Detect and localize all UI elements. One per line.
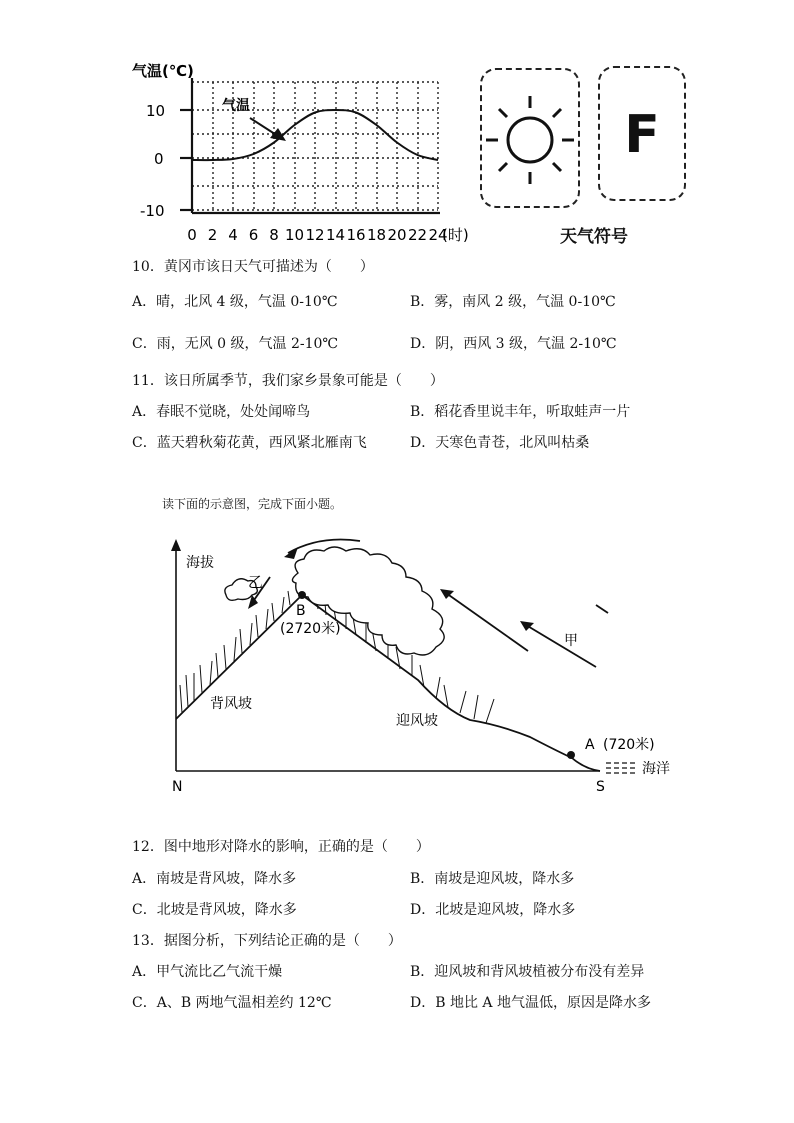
q12-option-b[interactable]: B．南坡是迎风坡，降水多 <box>410 871 575 887</box>
x-tick-labels <box>187 226 447 244</box>
q10-option-c[interactable]: C．雨，无风 0 级，气温 2-10℃ <box>132 336 339 352</box>
q12-option-d[interactable]: D．北坡是迎风坡，降水多 <box>410 902 576 918</box>
chart-ylabel: 气温(℃) <box>132 62 194 80</box>
leeward-vegetation <box>180 591 290 713</box>
weather-letter: F <box>624 105 660 165</box>
point-a-elevation: (720米) <box>603 737 655 753</box>
q13-stem: 13．据图分析，下列结论正确的是（ ） <box>132 933 402 949</box>
x-tick-label: 0 <box>187 226 197 244</box>
point-b-marker <box>298 591 306 599</box>
letter-symbol-box <box>598 66 686 201</box>
q10-option-d[interactable]: D．阴，西风 3 级，气温 2-10℃ <box>410 336 617 352</box>
label-yi: 乙 <box>248 573 264 591</box>
temperature-chart <box>130 58 475 248</box>
x-tick-label: 22 <box>407 226 428 244</box>
x-unit: (时) <box>442 226 469 244</box>
x-tick-label: 6 <box>248 226 259 244</box>
x-tick-label: 16 <box>346 226 366 244</box>
windward-label: 迎风坡 <box>396 713 438 729</box>
weather-symbol-caption: 天气符号 <box>560 227 628 247</box>
q13-option-c[interactable]: C．A、B 两地气温相差约 12℃ <box>132 995 332 1011</box>
y-tick-neg10: -10 <box>140 202 165 220</box>
diagram-intro: 读下面的示意图，完成下面小题。 <box>162 497 343 511</box>
label-jia: 甲 <box>564 633 578 649</box>
x-tick-label: 4 <box>228 226 238 244</box>
q10-stem: 10．黄冈市该日天气可描述为（ ） <box>132 259 374 275</box>
point-a-marker <box>567 751 575 759</box>
q11-option-c[interactable]: C．蓝天碧秋菊花黄，西风紧北雁南飞 <box>132 435 367 451</box>
q11-option-d[interactable]: D．天寒色青苍，北风叫枯桑 <box>410 435 590 451</box>
ocean-waves <box>606 763 638 773</box>
q11-option-a[interactable]: A．春眠不觉晓，处处闻啼鸟 <box>132 404 311 420</box>
q12-option-a[interactable]: A．南坡是背风坡，降水多 <box>132 871 297 887</box>
q10-option-b[interactable]: B．雾，南风 2 级，气温 0-10℃ <box>410 294 616 310</box>
sun-icon <box>482 70 578 206</box>
y-tick-10: 10 <box>146 102 166 120</box>
x-tick-label: 24 <box>428 226 448 244</box>
altitude-arrowhead <box>171 539 181 551</box>
x-tick-label: 18 <box>366 226 387 244</box>
x-tick-label: 14 <box>325 226 346 244</box>
point-b-label: B <box>296 603 306 619</box>
q12-stem: 12．图中地形对降水的影响，正确的是（ ） <box>132 839 430 855</box>
x-tick-label: 12 <box>305 226 325 244</box>
y-tick-0: 0 <box>154 150 164 168</box>
north-label: N <box>172 779 183 795</box>
mountain-diagram <box>160 525 680 800</box>
q13-option-b[interactable]: B．迎风坡和背风坡植被分布没有差异 <box>410 964 645 980</box>
point-b-elevation: (2720米) <box>280 621 341 637</box>
curve-label-arrow <box>250 118 286 141</box>
x-tick-label: 20 <box>387 226 407 244</box>
q13-option-d[interactable]: D．B 地比 A 地气温低，原因是降水多 <box>410 995 651 1011</box>
south-label: S <box>596 779 605 795</box>
altitude-label: 海拔 <box>186 555 214 571</box>
point-a-label: A <box>585 737 595 753</box>
x-tick-label: 8 <box>269 226 279 244</box>
curve-label: 气温 <box>222 98 250 114</box>
q10-option-a[interactable]: A．晴，北风 4 级，气温 0-10℃ <box>132 294 338 310</box>
q12-option-c[interactable]: C．北坡是背风坡，降水多 <box>132 902 297 918</box>
q13-option-a[interactable]: A．甲气流比乙气流干燥 <box>132 964 283 980</box>
leeward-label: 背风坡 <box>210 696 252 712</box>
x-tick-label: 10 <box>284 226 305 244</box>
q11-stem: 11．该日所属季节，我们家乡景象可能是（ ） <box>132 373 444 389</box>
q11-option-b[interactable]: B．稻花香里说丰年，听取蛙声一片 <box>410 404 631 420</box>
cloud-right <box>292 547 444 655</box>
sunny-symbol-box <box>480 68 580 208</box>
x-tick-label: 2 <box>207 226 218 244</box>
ocean-label: 海洋 <box>642 761 670 777</box>
